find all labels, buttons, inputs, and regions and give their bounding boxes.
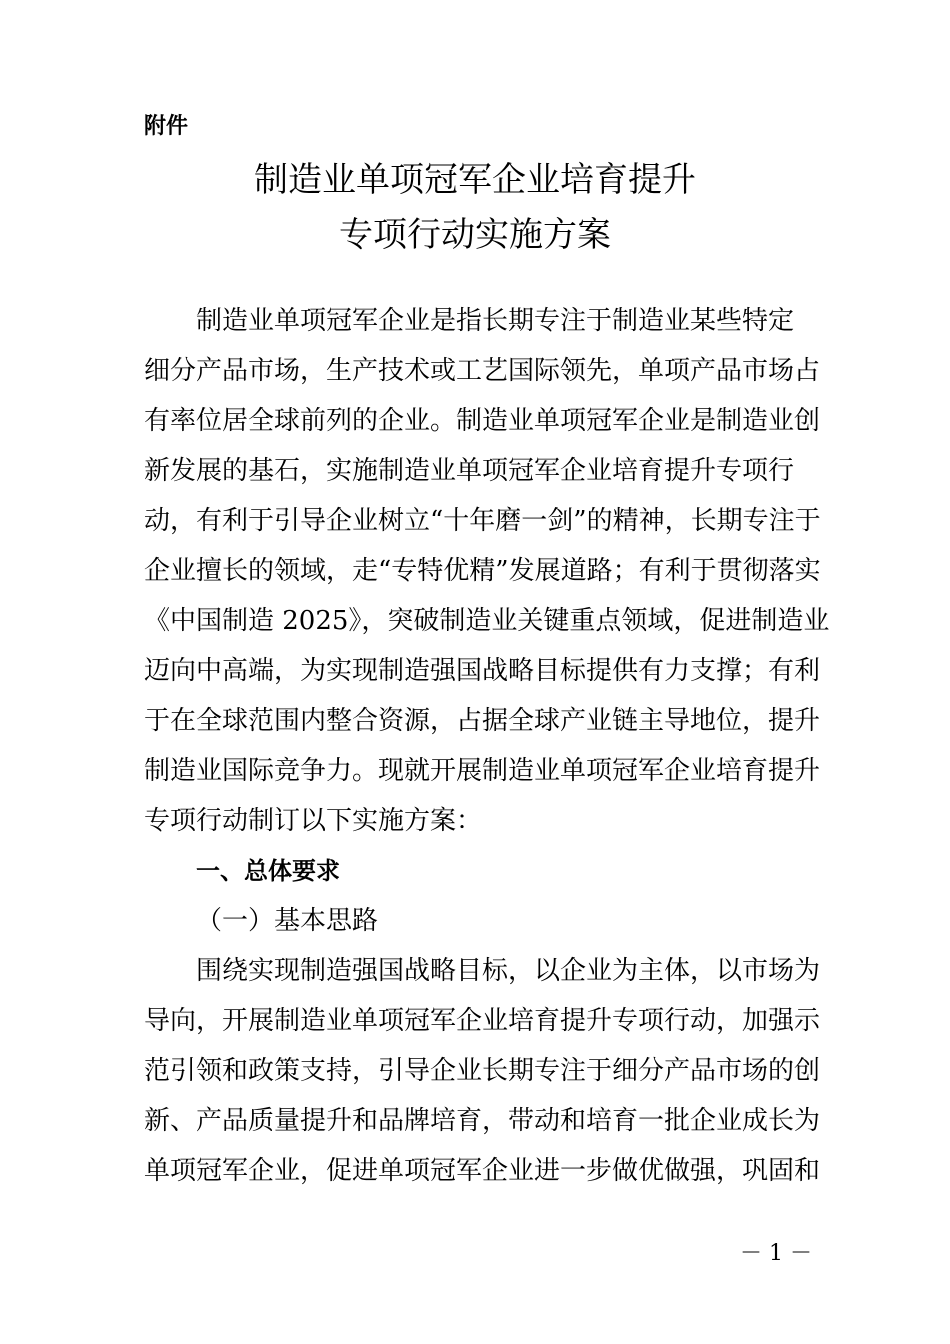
body-line: 于在全球范围内整合资源，占据全球产业链主导地位，提升	[144, 706, 821, 736]
body-line: 制造业单项冠军企业是指长期专注于制造业某些特定	[196, 306, 795, 336]
body-line: 迈向中高端，为实现制造强国战略目标提供有力支撑；有利	[144, 656, 821, 686]
body-line: 专项行动制订以下实施方案：	[144, 806, 483, 836]
attachment-label: 附件	[144, 114, 189, 139]
section-body-line: 范引领和政策支持，引导企业长期专注于细分产品市场的创	[144, 1056, 821, 1086]
section-body-line: 单项冠军企业，促进单项冠军企业进一步做优做强，巩固和	[144, 1156, 821, 1186]
body-line: 新发展的基石，实施制造业单项冠军企业培育提升专项行	[144, 456, 795, 486]
page-number: － 1 －	[740, 1241, 812, 1266]
section-heading: 一、总体要求	[196, 857, 340, 885]
body-line: 有率位居全球前列的企业。制造业单项冠军企业是制造业创	[144, 406, 821, 436]
body-line: 企业擅长的领域，走“专特优精”发展道路；有利于贯彻落实	[144, 556, 821, 586]
body-line: 动，有利于引导企业树立“十年磨一剑”的精神，长期专注于	[144, 506, 821, 536]
body-line: 制造业国际竞争力。现就开展制造业单项冠军企业培育提升	[144, 756, 821, 786]
subsection-heading: （一）基本思路	[196, 906, 379, 936]
section-body-line: 围绕实现制造强国战略目标，以企业为主体，以市场为	[196, 956, 821, 986]
body-line: 《中国制造 2025》，突破制造业关键重点领域，促进制造业	[144, 606, 830, 636]
document-title-line-2: 专项行动实施方案	[339, 215, 611, 255]
section-body-line: 导向，开展制造业单项冠军企业培育提升专项行动，加强示	[144, 1006, 821, 1036]
section-body-line: 新、产品质量提升和品牌培育，带动和培育一批企业成长为	[144, 1106, 821, 1136]
body-line: 细分产品市场，生产技术或工艺国际领先，单项产品市场占	[144, 356, 821, 386]
document-title-line-1: 制造业单项冠军企业培育提升	[254, 160, 696, 200]
